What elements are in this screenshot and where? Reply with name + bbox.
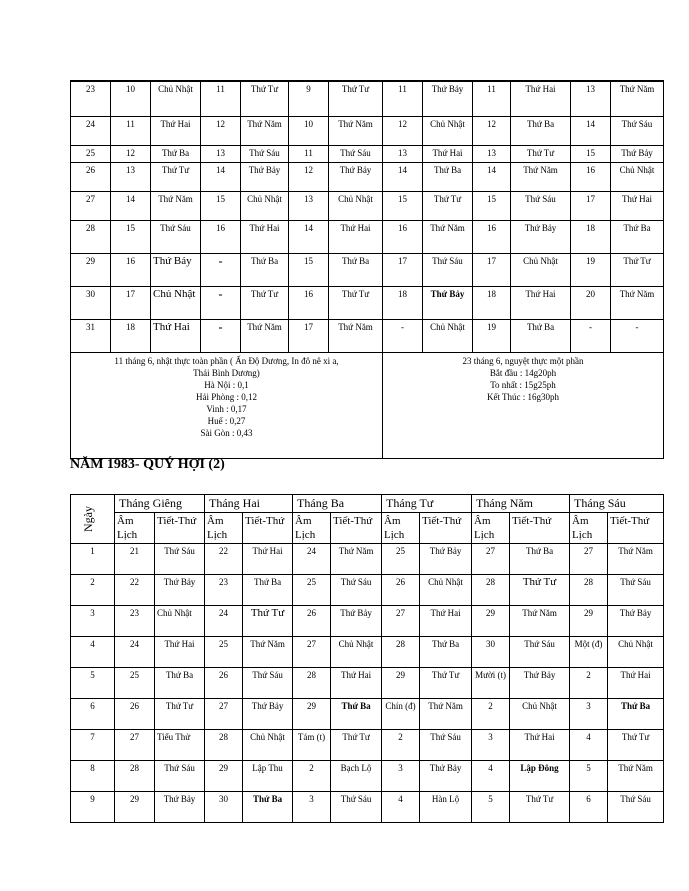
table-cell: Thứ Năm	[423, 221, 473, 254]
table-cell: Thứ Sáu	[420, 730, 472, 761]
table-cell: 29	[115, 792, 155, 823]
table-row	[71, 699, 664, 730]
table-cell: 18	[383, 287, 423, 320]
table-cell: Thứ Sáu	[243, 668, 293, 699]
table-row	[71, 192, 664, 221]
table-cell: Thứ Ba	[420, 637, 472, 668]
table-cell: Một (đ)	[570, 637, 608, 668]
table-row	[71, 544, 664, 575]
table-cell: Thứ Ba	[243, 792, 293, 823]
table-cell: 26	[115, 699, 155, 730]
table-cell: 31	[71, 320, 111, 353]
table-cell: 8	[71, 761, 115, 792]
table-cell: Thứ Năm	[241, 320, 289, 353]
table-cell: 23	[115, 606, 155, 637]
table-cell: 12	[289, 163, 329, 192]
table-cell: Thứ Bảy	[611, 146, 664, 163]
table-cell: Thứ Sáu	[155, 544, 205, 575]
table-cell: 3	[293, 792, 331, 823]
table-cell: 20	[571, 287, 611, 320]
eclipse-note-left	[71, 353, 383, 459]
table-cell: 11	[111, 117, 151, 146]
table-cell: 17	[289, 320, 329, 353]
table-cell: Chủ Nhật	[511, 254, 571, 287]
table-cell: Thứ Tư	[241, 287, 289, 320]
table-cell: Chủ Nhật	[608, 637, 664, 668]
table-cell: Thứ Ba	[608, 699, 664, 730]
table-cell: Chủ Nhật	[329, 192, 383, 221]
table-cell: 5	[71, 668, 115, 699]
table-cell: 26	[293, 606, 331, 637]
table-cell: 16	[473, 221, 511, 254]
table-cell: 26	[71, 163, 111, 192]
table-cell: 5	[570, 761, 608, 792]
table-cell: Thứ Năm	[151, 192, 201, 221]
table-cell: 30	[205, 792, 243, 823]
table-cell: 4	[382, 792, 420, 823]
table-cell: Thứ Ba	[511, 117, 571, 146]
table-cell: 28	[71, 221, 111, 254]
table-cell: Thứ Tư	[243, 606, 293, 637]
table-cell: 28	[570, 575, 608, 606]
table-cell: Chủ Nhật	[151, 81, 201, 117]
table-cell: 29	[293, 699, 331, 730]
table-cell: Thứ Tư	[331, 730, 382, 761]
table-cell: Thứ Năm	[608, 761, 664, 792]
table-cell: Thứ Bảy	[420, 544, 472, 575]
table-cell: Thứ Tư	[510, 575, 570, 606]
table-cell: Chủ Nhật	[423, 320, 473, 353]
table-cell: 12	[383, 117, 423, 146]
table-cell: 15	[473, 192, 511, 221]
table-cell: 16	[289, 287, 329, 320]
table-cell: Thứ Năm	[611, 81, 664, 117]
table-cell: Thứ Năm	[329, 320, 383, 353]
table-cell: 2	[382, 730, 420, 761]
table-cell: 17	[571, 192, 611, 221]
table-cell: Thứ Sáu	[511, 192, 571, 221]
table-cell: 12	[111, 146, 151, 163]
table-cell: 28	[115, 761, 155, 792]
table-cell: 19	[473, 320, 511, 353]
table-cell: 24	[293, 544, 331, 575]
table-cell: 28	[382, 637, 420, 668]
table-cell: 16	[111, 254, 151, 287]
table-cell: 27	[71, 192, 111, 221]
notes-row	[71, 353, 664, 459]
table-cell: 17	[111, 287, 151, 320]
table-cell: Bạch Lộ	[331, 761, 382, 792]
table-row	[71, 575, 664, 606]
table-cell: Thứ Tư	[155, 699, 205, 730]
table-cell: Thứ Bảy	[511, 221, 571, 254]
table-cell: Thứ Tư	[510, 792, 570, 823]
table-cell: Chín (đ)	[382, 699, 420, 730]
table-row	[71, 606, 664, 637]
table-cell: Chủ Nhật	[243, 730, 293, 761]
table-cell: Thứ Sáu	[331, 792, 382, 823]
table-cell: 17	[473, 254, 511, 287]
note-line: Sài Gòn : 0,43	[200, 428, 253, 438]
table-cell: Thứ Sáu	[241, 146, 289, 163]
table-cell: 3	[472, 730, 510, 761]
table-cell: 22	[205, 544, 243, 575]
table-cell: Thứ Sáu	[155, 761, 205, 792]
table-cell: Thứ Sáu	[510, 637, 570, 668]
tiet-thu-header: Tiết-Thứ	[510, 513, 570, 544]
table-cell: 28	[293, 668, 331, 699]
table-cell: Thứ Hai	[510, 730, 570, 761]
table-row	[71, 117, 664, 146]
table-cell: Thứ Bảy	[155, 575, 205, 606]
table-cell: Thứ Sáu	[329, 146, 383, 163]
table-cell: 6	[570, 792, 608, 823]
table-cell: Thứ Sáu	[608, 575, 664, 606]
table-row	[71, 668, 664, 699]
table-cell: 29	[382, 668, 420, 699]
table-cell: 26	[382, 575, 420, 606]
table-cell: 24	[71, 117, 111, 146]
table-cell: 13	[201, 146, 241, 163]
table-cell: Thứ Ba	[151, 146, 201, 163]
table-cell: 10	[111, 81, 151, 117]
table-cell: 9	[71, 792, 115, 823]
table-cell: 24	[205, 606, 243, 637]
calendar-table-1982	[70, 80, 664, 459]
table-cell: 28	[472, 575, 510, 606]
am-lich-header: Âm Lịch	[382, 513, 420, 544]
table-cell: Thứ Hai	[151, 117, 201, 146]
table-cell: Thứ Tư	[329, 287, 383, 320]
table-cell: Thứ Ba	[511, 320, 571, 353]
table-cell: 30	[71, 287, 111, 320]
table-cell: Thứ Năm	[510, 606, 570, 637]
table-cell: Lập Đông	[510, 761, 570, 792]
table-cell: Thứ Tư	[241, 81, 289, 117]
table-cell: Lập Thu	[243, 761, 293, 792]
table-cell: 15	[111, 221, 151, 254]
table-cell: Thứ Hai	[151, 320, 201, 353]
table-cell: 29	[71, 254, 111, 287]
table-cell: 5	[472, 792, 510, 823]
table-cell: 2	[293, 761, 331, 792]
table-cell: 14	[289, 221, 329, 254]
table-cell: Thứ Hai	[241, 221, 289, 254]
note-line: Kết Thúc : 16g30ph	[486, 392, 560, 402]
table-cell: Chủ Nhật	[423, 117, 473, 146]
table-cell: 13	[111, 163, 151, 192]
table-cell: Thứ Ba	[423, 163, 473, 192]
table-cell: Thứ Tư	[329, 81, 383, 117]
table-cell: 4	[472, 761, 510, 792]
table-cell: Thứ Sáu	[611, 117, 664, 146]
table-cell: Thứ Tư	[423, 192, 473, 221]
table-cell: Thứ Hai	[611, 192, 664, 221]
table-cell: -	[383, 320, 423, 353]
table-cell: Thứ Hai	[608, 668, 664, 699]
table-cell: Thứ Năm	[420, 699, 472, 730]
table-cell: 4	[71, 637, 115, 668]
table-cell: Tiểu Thử	[155, 730, 205, 761]
table-cell: 27	[382, 606, 420, 637]
am-lich-header: Âm Lịch	[115, 513, 155, 544]
table-cell: Thứ Tư	[511, 146, 571, 163]
table-cell: 25	[293, 575, 331, 606]
table-cell: 1	[71, 544, 115, 575]
table-row	[71, 163, 664, 192]
table-cell: 16	[571, 163, 611, 192]
note-line: 11 tháng 6, nhật thực toàn phần ( Ấn Độ Dương, In đô nê xi a, Thái Bình Dương)	[114, 356, 339, 378]
month-header: Tháng Hai	[205, 495, 293, 513]
table-cell: 16	[201, 221, 241, 254]
table-cell: Thứ Hai	[155, 637, 205, 668]
table-cell: Hàn Lộ	[420, 792, 472, 823]
table-cell: Thứ Năm	[329, 117, 383, 146]
table-cell: 29	[205, 761, 243, 792]
table-cell: Thứ Hai	[331, 668, 382, 699]
am-lich-header: Âm Lịch	[472, 513, 510, 544]
table-cell: 11	[383, 81, 423, 117]
table-cell: Chủ Nhật	[151, 287, 201, 320]
table-cell: Thứ Bảy	[329, 163, 383, 192]
table-cell: Chủ Nhật	[155, 606, 205, 637]
note-line: Hà Nội : 0,1	[204, 380, 249, 390]
table-cell: Chủ Nhật	[510, 699, 570, 730]
table-cell: Thứ Ba	[611, 221, 664, 254]
table-cell: -	[201, 287, 241, 320]
table-cell: Thứ Ba	[155, 668, 205, 699]
am-lich-header: Âm Lịch	[205, 513, 243, 544]
table-cell: Thứ Ba	[510, 544, 570, 575]
table-cell: Thứ Năm	[243, 637, 293, 668]
table-cell: 14	[571, 117, 611, 146]
table-cell: 13	[473, 146, 511, 163]
table-cell: 13	[383, 146, 423, 163]
table-cell: Thứ Sáu	[423, 254, 473, 287]
note-line: 23 tháng 6, nguyệt thực một phần	[462, 356, 584, 366]
table-cell: Thứ Ba	[331, 699, 382, 730]
table-cell: 11	[473, 81, 511, 117]
eclipse-note-right	[383, 353, 664, 459]
table-cell: Thứ Bảy	[423, 287, 473, 320]
table-cell: Thứ Bảy	[241, 163, 289, 192]
table-cell: 10	[289, 117, 329, 146]
table-cell: 24	[115, 637, 155, 668]
table-cell: -	[201, 320, 241, 353]
am-lich-header: Âm Lịch	[293, 513, 331, 544]
table-cell: 26	[205, 668, 243, 699]
table-cell: 25	[382, 544, 420, 575]
table-cell: 12	[473, 117, 511, 146]
table-cell: 11	[201, 81, 241, 117]
table-cell: 25	[71, 146, 111, 163]
table-cell: Thứ Tư	[608, 730, 664, 761]
table-row	[71, 320, 664, 353]
table-row	[71, 254, 664, 287]
table-cell: Thứ Bảy	[608, 606, 664, 637]
table-row	[71, 146, 664, 163]
table-cell: Chủ Nhật	[331, 637, 382, 668]
table-row	[71, 730, 664, 761]
table-cell: Mười (t)	[472, 668, 510, 699]
table-cell: Thứ Hai	[511, 287, 571, 320]
month-header: Tháng Ba	[293, 495, 382, 513]
table-cell: Chủ Nhật	[241, 192, 289, 221]
calendar-table-1983	[70, 494, 664, 823]
table-cell: 27	[293, 637, 331, 668]
table-cell: 15	[571, 146, 611, 163]
table-cell: 30	[472, 637, 510, 668]
table-cell: Thứ Ba	[243, 575, 293, 606]
table-cell: 14	[201, 163, 241, 192]
table-cell: 11	[289, 146, 329, 163]
table-cell: 13	[571, 81, 611, 117]
table-cell: 2	[472, 699, 510, 730]
table-cell: 3	[71, 606, 115, 637]
table-cell: Thứ Sáu	[151, 221, 201, 254]
table-row	[71, 81, 664, 117]
table-cell: 2	[71, 575, 115, 606]
table-row	[71, 792, 664, 823]
table-cell: 16	[383, 221, 423, 254]
tiet-thu-header: Tiết-Thứ	[155, 513, 205, 544]
table-cell: 2	[570, 668, 608, 699]
table-cell: 19	[571, 254, 611, 287]
table-cell: Thứ Năm	[608, 544, 664, 575]
table-cell: Chủ Nhật	[611, 163, 664, 192]
note-line: Huế : 0,27	[207, 416, 246, 426]
table-cell: -	[571, 320, 611, 353]
table-cell: 23	[71, 81, 111, 117]
table-cell: 6	[71, 699, 115, 730]
table-cell: -	[611, 320, 664, 353]
tiet-thu-header: Tiết-Thứ	[420, 513, 472, 544]
table-cell: 21	[115, 544, 155, 575]
table-cell: 15	[383, 192, 423, 221]
table-cell: Thứ Bảy	[331, 606, 382, 637]
tiet-thu-header: Tiết-Thứ	[243, 513, 293, 544]
table-cell: Thứ Bảy	[155, 792, 205, 823]
table-cell: Thứ Tư	[151, 163, 201, 192]
table-cell: Thứ Sáu	[608, 792, 664, 823]
table-cell: Thứ Bảy	[243, 699, 293, 730]
table-row	[71, 637, 664, 668]
table-cell: 18	[473, 287, 511, 320]
table-row	[71, 221, 664, 254]
table-cell: Thứ Năm	[241, 117, 289, 146]
table-cell: 14	[473, 163, 511, 192]
table-cell: Thứ Năm	[611, 287, 664, 320]
table-cell: Thứ Bảy	[151, 254, 201, 287]
table-cell: 3	[382, 761, 420, 792]
table-cell: Thứ Hai	[243, 544, 293, 575]
table-cell: Thứ Hai	[423, 146, 473, 163]
table-cell: Tám (t)	[293, 730, 331, 761]
note-line: Vinh : 0,17	[206, 404, 247, 414]
table-cell: Thứ Hai	[420, 606, 472, 637]
month-header: Tháng Giêng	[115, 495, 205, 513]
table-cell: 12	[201, 117, 241, 146]
table-cell: 22	[115, 575, 155, 606]
note-line: Bắt đầu : 14g20ph	[489, 368, 557, 378]
table-cell: Thứ Bảy	[423, 81, 473, 117]
table-cell: 4	[570, 730, 608, 761]
note-line: Hải Phòng : 0,12	[195, 392, 257, 402]
table-cell: Thứ Bảy	[510, 668, 570, 699]
table-cell: 18	[571, 221, 611, 254]
table-row	[71, 761, 664, 792]
table-cell: Chủ Nhật	[420, 575, 472, 606]
table-cell: 27	[570, 544, 608, 575]
ngay-header: Ngày	[71, 495, 115, 544]
table-cell: 27	[472, 544, 510, 575]
table-cell: 14	[383, 163, 423, 192]
table-cell: Thứ Ba	[329, 254, 383, 287]
table-cell: 23	[205, 575, 243, 606]
table-cell: 29	[472, 606, 510, 637]
table-cell: 27	[115, 730, 155, 761]
table-cell: 3	[570, 699, 608, 730]
table-cell: Thứ Ba	[241, 254, 289, 287]
table-cell: 9	[289, 81, 329, 117]
table-cell: Thứ Hai	[511, 81, 571, 117]
table-cell: Thứ Tư	[611, 254, 664, 287]
table-cell: 17	[383, 254, 423, 287]
am-lich-header: Âm Lịch	[570, 513, 608, 544]
table-cell: 13	[289, 192, 329, 221]
table-cell: -	[201, 254, 241, 287]
table-cell: 27	[205, 699, 243, 730]
table-cell: 15	[201, 192, 241, 221]
table-cell: Thứ Tư	[420, 668, 472, 699]
tiet-thu-header: Tiết-Thứ	[331, 513, 382, 544]
table-cell: Thứ Năm	[511, 163, 571, 192]
table-cell: 28	[205, 730, 243, 761]
table-cell: 15	[289, 254, 329, 287]
table-cell: Thứ Hai	[329, 221, 383, 254]
page-heading: NĂM 1983- QUÝ HỢI (2)	[70, 457, 225, 472]
table-cell: 7	[71, 730, 115, 761]
month-header: Tháng Năm	[472, 495, 570, 513]
table-cell: 29	[570, 606, 608, 637]
table-cell: 14	[111, 192, 151, 221]
table-row	[71, 287, 664, 320]
table-cell: Thứ Bảy	[420, 761, 472, 792]
table-cell: 25	[205, 637, 243, 668]
table-cell: Thứ Sáu	[331, 575, 382, 606]
note-line: To nhất : 15g25ph	[490, 380, 556, 390]
table-cell: 25	[115, 668, 155, 699]
month-header: Tháng Tư	[382, 495, 472, 513]
month-header: Tháng Sáu	[570, 495, 664, 513]
table-cell: 18	[111, 320, 151, 353]
table-cell: Thứ Năm	[331, 544, 382, 575]
tiet-thu-header: Tiết-Thứ	[608, 513, 664, 544]
